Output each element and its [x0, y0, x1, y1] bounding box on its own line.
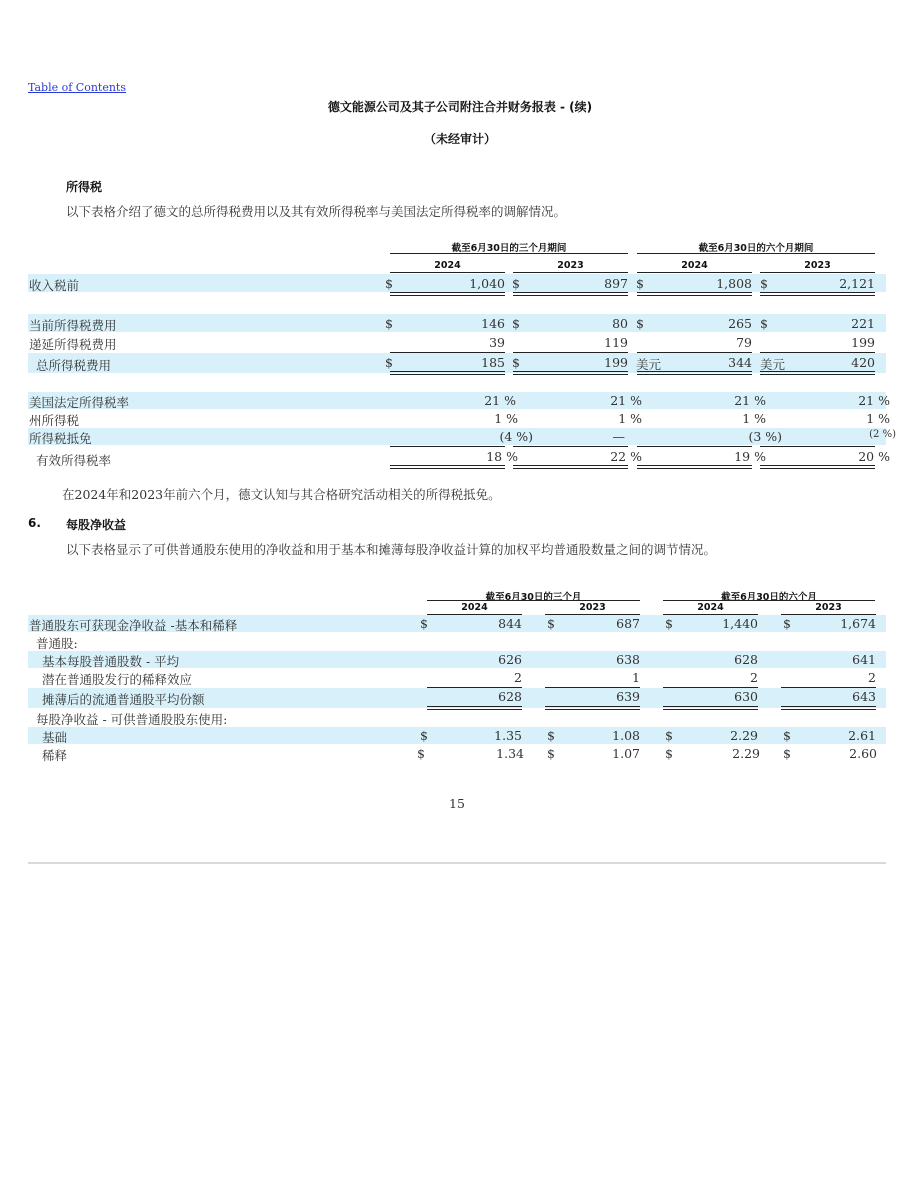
page-title: 德文能源公司及其子公司附注合并财务报表 - (续) [327, 100, 593, 114]
subtotal-rule [760, 352, 875, 353]
table-row-label: 普通股东可获现金净收益 -基本和稀释 [29, 618, 238, 633]
subtotal-rule [760, 446, 875, 447]
table-cell: (2 %) [869, 429, 896, 440]
table-cell: 2.29 [732, 746, 760, 761]
table-cell: 1 [632, 670, 640, 685]
table-row-label: 每股净收益 - 可供普通股股东使用: [36, 712, 228, 727]
table-cell: 20 % [858, 449, 890, 464]
currency-symbol: $ [760, 276, 768, 291]
table-cell: 199 [851, 335, 875, 350]
table-cell: 897 [604, 276, 628, 291]
table-row-label: 有效所得税率 [36, 453, 112, 468]
tax-group2-rule [637, 253, 875, 254]
eps-intro: 以下表格显示了可供普通股东使用的净收益和用于基本和摊薄每股净收益计算的加权平均普通股数量之间的调节情况。 [66, 542, 717, 557]
table-cell: 2.61 [848, 728, 876, 743]
currency-symbol: $ [636, 276, 644, 291]
table-cell: 630 [734, 689, 758, 704]
table-cell: 79 [736, 335, 752, 350]
table-cell: 185 [481, 355, 505, 370]
table-cell: 1,808 [716, 276, 752, 291]
table-cell: (4 %) [499, 429, 533, 444]
currency-symbol: $ [665, 616, 673, 631]
tax-year-rule [760, 272, 875, 273]
table-cell: 2.60 [849, 746, 877, 761]
double-rule [663, 706, 758, 710]
currency-symbol: $ [420, 616, 428, 631]
currency-symbol: $ [385, 276, 393, 291]
currency-symbol: $ [783, 728, 791, 743]
eps-year-col: 2024 [697, 602, 724, 613]
table-cell: 643 [852, 689, 876, 704]
page-divider [28, 862, 886, 864]
currency-symbol: 美元 [636, 357, 662, 372]
table-row-label: 递延所得税费用 [29, 337, 117, 352]
eps-heading: 每股净收益 [66, 518, 127, 532]
table-cell: 22 % [610, 449, 642, 464]
subtotal-rule [663, 687, 758, 688]
table-cell: 639 [616, 689, 640, 704]
double-rule [781, 706, 876, 710]
table-cell: 1.08 [612, 728, 640, 743]
table-cell: 628 [734, 652, 758, 667]
subtotal-rule [637, 352, 752, 353]
double-rule [513, 371, 628, 375]
subtotal-rule [427, 687, 522, 688]
table-cell: 39 [489, 335, 505, 350]
table-cell: 19 % [734, 449, 766, 464]
table-cell: 265 [728, 316, 752, 331]
table-cell: 1.35 [494, 728, 522, 743]
double-rule [760, 292, 875, 296]
table-row-label: 州所得税 [29, 413, 80, 428]
table-row-label: 摊薄后的流通普通股平均份额 [42, 692, 205, 707]
subtotal-rule [545, 687, 640, 688]
double-rule [390, 465, 505, 469]
table-cell: 1.07 [612, 746, 640, 761]
double-rule [760, 371, 875, 375]
page-number: 15 [449, 796, 465, 811]
table-cell: 1,674 [840, 616, 876, 631]
subtotal-rule [513, 352, 628, 353]
double-rule [390, 292, 505, 296]
table-cell: 119 [604, 335, 628, 350]
double-rule [637, 371, 752, 375]
currency-symbol: $ [385, 355, 393, 370]
table-cell: 638 [616, 652, 640, 667]
tax-year-rule [390, 272, 505, 273]
double-rule [637, 292, 752, 296]
table-cell: 1 % [618, 411, 642, 426]
table-cell: 2 [750, 670, 758, 685]
currency-symbol: $ [420, 728, 428, 743]
double-rule [637, 465, 752, 469]
eps-group1-rule [427, 600, 640, 601]
table-cell: 1 % [494, 411, 518, 426]
table-cell: 1,040 [469, 276, 505, 291]
subtotal-rule [637, 446, 752, 447]
table-cell: 1,440 [722, 616, 758, 631]
eps-group2-rule [663, 600, 875, 601]
table-cell: 80 [612, 316, 628, 331]
table-cell: (3 %) [748, 429, 782, 444]
currency-symbol: $ [783, 746, 791, 761]
section-number: 6. [28, 516, 41, 530]
table-cell: 1.34 [496, 746, 524, 761]
income-tax-note: 在2024年和2023年前六个月，德文认知与其合格研究活动相关的所得税抵免。 [62, 487, 501, 502]
page-subtitle: （未经审计） [423, 132, 496, 146]
currency-symbol: $ [385, 316, 393, 331]
subtotal-rule [390, 352, 505, 353]
eps-year-col: 2023 [579, 602, 606, 613]
table-cell: 146 [481, 316, 505, 331]
table-cell: 344 [728, 355, 752, 370]
table-cell: 2 [868, 670, 876, 685]
tax-year-col: 2023 [804, 260, 831, 271]
currency-symbol: $ [512, 316, 520, 331]
currency-symbol: 美元 [760, 357, 786, 372]
table-cell: 1 % [742, 411, 766, 426]
table-cell: 420 [851, 355, 875, 370]
eps-col-group-six-months: 截至6月30日的六个月 [721, 592, 817, 603]
table-row-label: 普通股: [36, 636, 78, 651]
table-row-label: 当前所得税费用 [29, 318, 117, 333]
subtotal-rule [781, 687, 876, 688]
table-cell: 844 [498, 616, 522, 631]
table-row-label: 收入税前 [29, 278, 80, 293]
tax-year-col: 2023 [557, 260, 584, 271]
table-of-contents-link[interactable]: Table of Contents [28, 81, 127, 94]
currency-symbol: $ [512, 355, 520, 370]
tax-year-rule [513, 272, 628, 273]
table-cell: 687 [616, 616, 640, 631]
currency-symbol: $ [665, 728, 673, 743]
table-cell: 626 [498, 652, 522, 667]
table-cell: 2,121 [839, 276, 875, 291]
tax-col-group-three-months: 截至6月30日的三个月期间 [451, 243, 567, 254]
eps-year-col: 2023 [815, 602, 842, 613]
table-row-label: 所得税抵免 [29, 431, 92, 446]
table-cell: 2.29 [730, 728, 758, 743]
income-tax-heading: 所得税 [66, 180, 103, 194]
table-cell: 21 % [858, 393, 890, 408]
tax-year-rule [637, 272, 752, 273]
double-rule [427, 706, 522, 710]
currency-symbol: $ [783, 616, 791, 631]
double-rule [513, 292, 628, 296]
table-cell: 21 % [734, 393, 766, 408]
currency-symbol: $ [512, 276, 520, 291]
eps-col-group-three-months: 截至6月30日的三个月 [485, 592, 582, 603]
currency-symbol: $ [636, 316, 644, 331]
table-cell: 2 [514, 670, 522, 685]
table-row-label: 稀释 [42, 748, 68, 763]
table-cell: — [612, 429, 625, 444]
table-row-label: 基本每股普通股数 - 平均 [42, 654, 180, 669]
eps-year-col: 2024 [461, 602, 488, 613]
double-rule [513, 465, 628, 469]
double-rule [390, 371, 505, 375]
table-cell: 199 [604, 355, 628, 370]
tax-col-group-six-months: 截至6月30日的六个月期间 [698, 243, 814, 254]
table-row-label: 潜在普通股发行的稀释效应 [42, 672, 193, 687]
table-row-label: 总所得税费用 [36, 358, 112, 373]
tax-year-col: 2024 [434, 260, 461, 271]
table-row-label: 美国法定所得税率 [29, 395, 130, 410]
table-cell: 628 [498, 689, 522, 704]
table-row-label: 基础 [42, 730, 68, 745]
income-tax-intro: 以下表格介绍了德文的总所得税费用以及其有效所得税率与美国法定所得税率的调解情况。 [66, 204, 567, 219]
table-cell: 18 % [486, 449, 518, 464]
currency-symbol: $ [547, 746, 555, 761]
tax-group1-rule [390, 253, 628, 254]
double-rule [545, 706, 640, 710]
tax-year-col: 2024 [681, 260, 708, 271]
table-cell: 641 [852, 652, 876, 667]
table-cell: 21 % [484, 393, 516, 408]
currency-symbol: $ [547, 728, 555, 743]
currency-symbol: $ [417, 746, 425, 761]
table-cell: 21 % [610, 393, 642, 408]
table-cell: 1 % [866, 411, 890, 426]
currency-symbol: $ [665, 746, 673, 761]
double-rule [760, 465, 875, 469]
currency-symbol: $ [547, 616, 555, 631]
subtotal-rule [513, 446, 628, 447]
currency-symbol: $ [760, 316, 768, 331]
subtotal-rule [390, 446, 505, 447]
table-cell: 221 [851, 316, 875, 331]
